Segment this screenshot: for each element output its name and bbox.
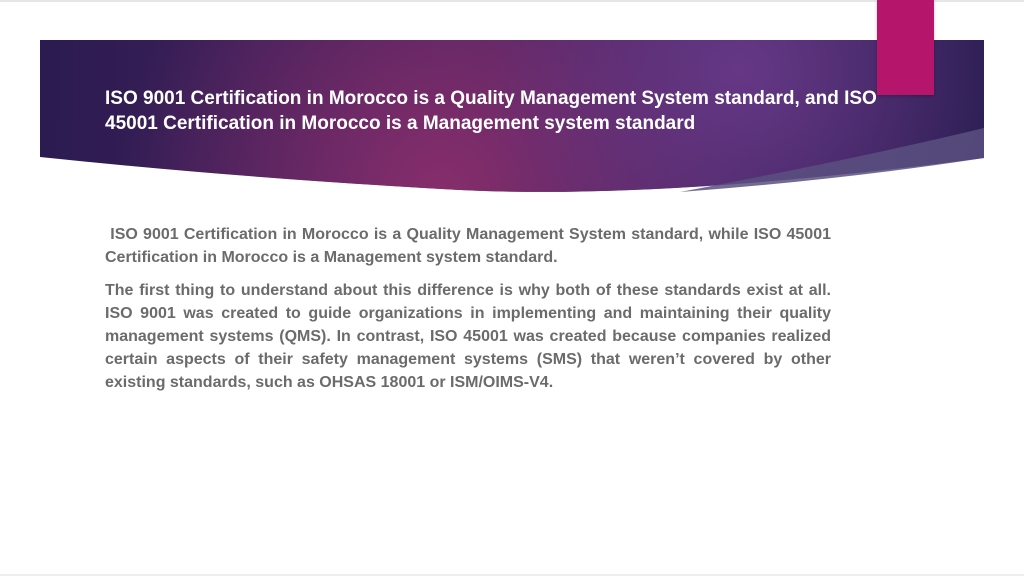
slide-body	[105, 223, 836, 404]
top-divider	[0, 0, 1024, 2]
body-paragraph-2: The first thing to understand about this difference is why both of these standards exist at all. ISO 9001 was created to guide organizations in implementing and maintaining their quality management systems (QMS). In contrast, ISO 45001 was created because companies realized certain aspects of their safety management systems (SMS) that weren’t covered by other existing standards, such as OHSAS 18001 or ISM/OIMS-V4.	[105, 282, 831, 391]
slide-title: ISO 9001 Certification in Morocco is a Quality Management System standard, and ISO 45001 Certification in Morocco is a Management system standard	[105, 88, 877, 134]
accent-tab	[877, 0, 934, 95]
body-paragraph-1: ISO 9001 Certification in Morocco is a Quality Management System standard, while ISO 45001 Certification in Morocco is a Management system standard.	[105, 226, 836, 266]
